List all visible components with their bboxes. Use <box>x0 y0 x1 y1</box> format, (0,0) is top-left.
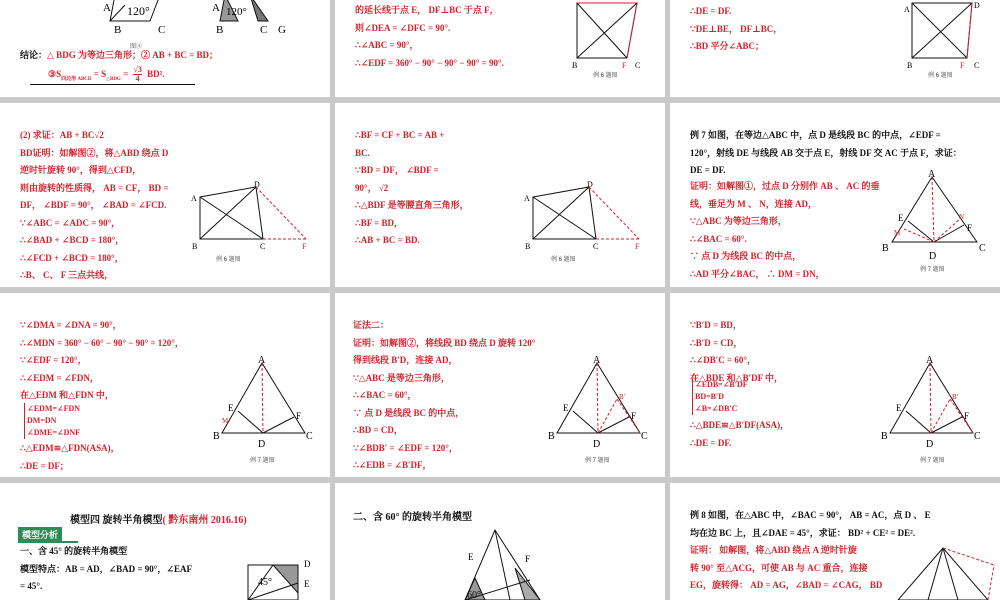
fig-label-b-2: B <box>216 24 224 36</box>
fig-caption: 例 6 题图 <box>551 257 576 263</box>
fig-m: M <box>222 417 229 425</box>
fig-f: F <box>635 242 640 251</box>
fig-caption: 例 7 题图 <box>250 458 275 464</box>
example-8-statement: 例 8 如图，在△ABC 中，∠BAC = 90°， AB = AC，点 D 、 E 均在边 BC 上，且∠DAE = 45°，求证： BD² + CE² = DE². <box>690 510 931 538</box>
fig-d: D <box>926 439 934 450</box>
fig-b: B <box>907 61 913 70</box>
fig-label-a: A <box>103 2 111 14</box>
fig-angle: 45° <box>258 577 272 588</box>
fig-d: D <box>304 559 311 569</box>
conclusion-line-1 <box>20 47 218 65</box>
slide-4 <box>0 103 330 287</box>
equilateral-triangle-figure <box>878 353 993 453</box>
fig-c: C <box>974 431 981 442</box>
proof-lines: (2) 求证：AB + BC√2 BD证明：如解图②，将△ABD 绕点 D 逆时针旋转 90°，得到△CFD， 则由旋转的性质得， AB = CF， BD = DF， ∠BDF = 90°， ∠BAD = ∠FCD. ∵∠ABC = ∠ADC = 90°， ∴∠BAD + ∠BCD = 180°， ∴∠FCD + ∠BCD = 180°， ∴B、 C、 F 三点共线， <box>20 130 169 280</box>
fig-c: C <box>979 243 986 254</box>
fig-c: C <box>641 431 648 442</box>
fig-b: B <box>572 61 578 70</box>
fig-f: F <box>622 61 627 70</box>
fig-label-a-2: A <box>212 2 220 14</box>
slide-8 <box>335 293 665 477</box>
fig-c: C <box>974 61 980 70</box>
proof-lines: 证法二： 证明：如解图②，将线段 BD 绕点 D 旋转 120° 得到线段 B′D，连接 AD， ∵△ABC 是等边三角形， ∴∠BAC = 60°， ∵ 点 D 是线段 BC 的中点， ∴BD = CD， ∵∠BDB′ = ∠EDF = 120°， ∴∠EDB = ∠B′DF， <box>353 320 536 470</box>
fig-e: E <box>563 403 569 413</box>
fig-b-prime: B′ <box>952 393 959 401</box>
fig-caption: 例 6 题图 <box>928 73 953 79</box>
fig-a: A <box>191 194 197 203</box>
fig-f: F <box>302 242 307 251</box>
proof-lines: ∴DE = DF. ∵DE⊥BE， DF⊥BC， ∴BD 平分∠ABC； <box>690 6 783 51</box>
fig-c: C <box>260 242 266 251</box>
fig-angle-label-2: 120° <box>226 6 247 18</box>
fig-a: A <box>593 355 601 366</box>
square-figure <box>567 0 652 78</box>
fig-d: D <box>258 439 266 450</box>
fig-b: B <box>192 242 198 251</box>
square-figure <box>902 0 987 78</box>
fig-f: F <box>960 61 965 70</box>
fig-caption: 图④ <box>130 44 143 50</box>
slide-1 <box>0 0 330 97</box>
conclusion-line-2: $③S_{四边形 ABCD} = S_{\triangle BDG}$ = $\frac{√3}{4}$ BD². <box>48 65 165 84</box>
fig-label-c-2: C <box>260 24 268 36</box>
conclusion-prefix: 结论： <box>20 50 48 60</box>
fig-a: A <box>258 355 266 366</box>
fig-d: D <box>593 439 601 450</box>
fig-c: C <box>635 61 641 70</box>
slide-3 <box>670 0 1000 97</box>
conclusion-text-1: △ BDG 为等边三角形；② AB + BC = BD； <box>47 50 218 60</box>
fig-caption: 例 6 题图 <box>216 257 241 263</box>
fig-b: B <box>525 242 531 251</box>
rotation-figure-4 <box>90 0 300 40</box>
fig-e: E <box>304 579 310 589</box>
fig-d: D <box>974 1 980 10</box>
square-rotation-figure <box>188 181 318 253</box>
fig-a: A <box>904 5 910 14</box>
fig-d: D <box>254 181 260 189</box>
congruence-conditions: ∠EDB=∠B′DF BD=B′D ∠B=∠DB′C <box>692 379 748 415</box>
fig-angle-label: 120° <box>127 4 150 18</box>
slide-7 <box>0 293 330 477</box>
underline <box>30 84 195 85</box>
proof-lines: 的延长线于点 E， DF⊥BC 于点 F， 则∠DEA = ∠DFC = 90°. ∴∠ABC = 90°， ∴∠EDF = 360° − 90° − 90° − 90° = 90°. <box>355 5 504 68</box>
slide-10 <box>0 483 330 600</box>
proof-lines: ∴BF = CF + BC = AB + BC. ∵BD = DF， ∠BDF = 90°， √2 ∴△BDF 是等腰直角三角形， ∴BF = BD， ∴AB + BC = BD. <box>355 130 469 245</box>
fig-b: B <box>213 431 220 442</box>
proof-conclusion: ∴△EDM≌△FDN(ASA)， ∴DE = DF； <box>20 443 120 471</box>
fig-f: F <box>967 223 973 233</box>
half-angle-60-figure <box>455 528 565 600</box>
fig-caption: 例 7 题图 <box>920 458 945 464</box>
half-angle-45-figure <box>228 553 323 600</box>
fig-e: E <box>898 213 904 223</box>
section-title: 二、含 60° 的旋转半角模型 <box>353 512 472 523</box>
square-rotation-figure <box>521 181 651 253</box>
fig-b-prime: B′ <box>619 393 626 401</box>
equilateral-triangle-figure <box>545 353 660 453</box>
model-analysis-tag: 模型分析 <box>18 527 62 542</box>
slide-6 <box>670 103 1000 287</box>
fig-e: E <box>468 552 474 562</box>
fig-label-c: C <box>158 24 166 36</box>
slide-2 <box>335 0 665 97</box>
fig-f: F <box>964 411 970 421</box>
fig-b: B <box>881 431 888 442</box>
fig-caption: 例 7 题图 <box>585 458 610 464</box>
fig-label-b: B <box>114 24 122 36</box>
fig-d: D <box>929 251 937 262</box>
slide-5 <box>335 103 665 287</box>
fig-c: C <box>306 431 313 442</box>
fig-f: F <box>525 554 531 564</box>
fig-caption: 例 6 题图 <box>593 73 618 79</box>
proof-lines: ∵B′D = BD， ∴B′D = CD， ∴∠DB′C = 60°， 在△BDE 和△B′DF 中， <box>690 320 784 383</box>
fig-c: C <box>593 242 599 251</box>
section-title: 模型四 旋转半角模型( 黔东南州 2016.16) <box>70 515 247 526</box>
fig-a: A <box>524 194 530 203</box>
proof-conclusion: ∴△BDE≌△B′DF(ASA)， ∴DE = DF. <box>690 420 790 448</box>
fig-n: N <box>959 213 965 221</box>
fig-angle: 60° <box>467 590 481 600</box>
fig-f: F <box>631 411 637 421</box>
fig-b: B <box>548 431 555 442</box>
fig-d: D <box>587 181 593 189</box>
fig-a: A <box>928 169 936 180</box>
equilateral-triangle-figure <box>210 353 325 453</box>
model-description: 一、含 45° 的旋转半角模型 模型特点：AB = AD，∠BAD = 90°，∠EAF = 45°. <box>20 546 192 591</box>
proof-lines: ∵∠DMA = ∠DNA = 90°， ∴∠MDN = 360° − 60° − 90° − 90° = 120°， ∵∠EDF = 120°， ∴∠EDM = ∠FDN， 在△EDM 和△FDN 中， <box>20 320 184 400</box>
fig-e: E <box>896 403 902 413</box>
congruence-conditions: ∠EDM=∠FDN DM=DN ∠DME=∠DNF <box>24 403 80 439</box>
fig-b: B <box>882 243 889 254</box>
slide-11 <box>335 483 665 600</box>
fig-e: E <box>228 403 234 413</box>
fig-m: M <box>894 229 901 237</box>
proof-lines: 证明： 如解图，将△ABD 绕点 A 逆时针旋 转 90° 至△ACG，可使 AB 与 AC 重合，连接 EG，旋转得： AD = AG，∠BAD = ∠CAG， BD <box>690 545 883 590</box>
fig-f: F <box>296 411 302 421</box>
example-7-statement: 例 7 如图，在等边△ABC 中，点 D 是线段 BC 的中点，∠EDF = 120°，射线 DE 与线段 AB 交于点 E，射线 DF 交 AC 于点 F，求证： DE = DF. <box>690 130 962 175</box>
fig-caption: 例 7 题图 <box>920 267 945 273</box>
slide-9 <box>670 293 1000 477</box>
equilateral-triangle-figure <box>882 167 997 267</box>
right-isosceles-figure <box>888 543 996 600</box>
fig-a: A <box>926 355 934 366</box>
fig-label-g: G <box>278 24 286 36</box>
proof-lines: 证明：如解图①，过点 D 分别作 AB 、 AC 的垂 线，垂足为 M 、 N，连接 AD， ∵△ABC 为等边三角形， ∴∠BAC = 60°. ∵ 点 D 为线段 BC 的中点， ∴AD 平分∠BAC， ∴ DM = DN， <box>690 181 880 279</box>
slide-12 <box>670 483 1000 600</box>
